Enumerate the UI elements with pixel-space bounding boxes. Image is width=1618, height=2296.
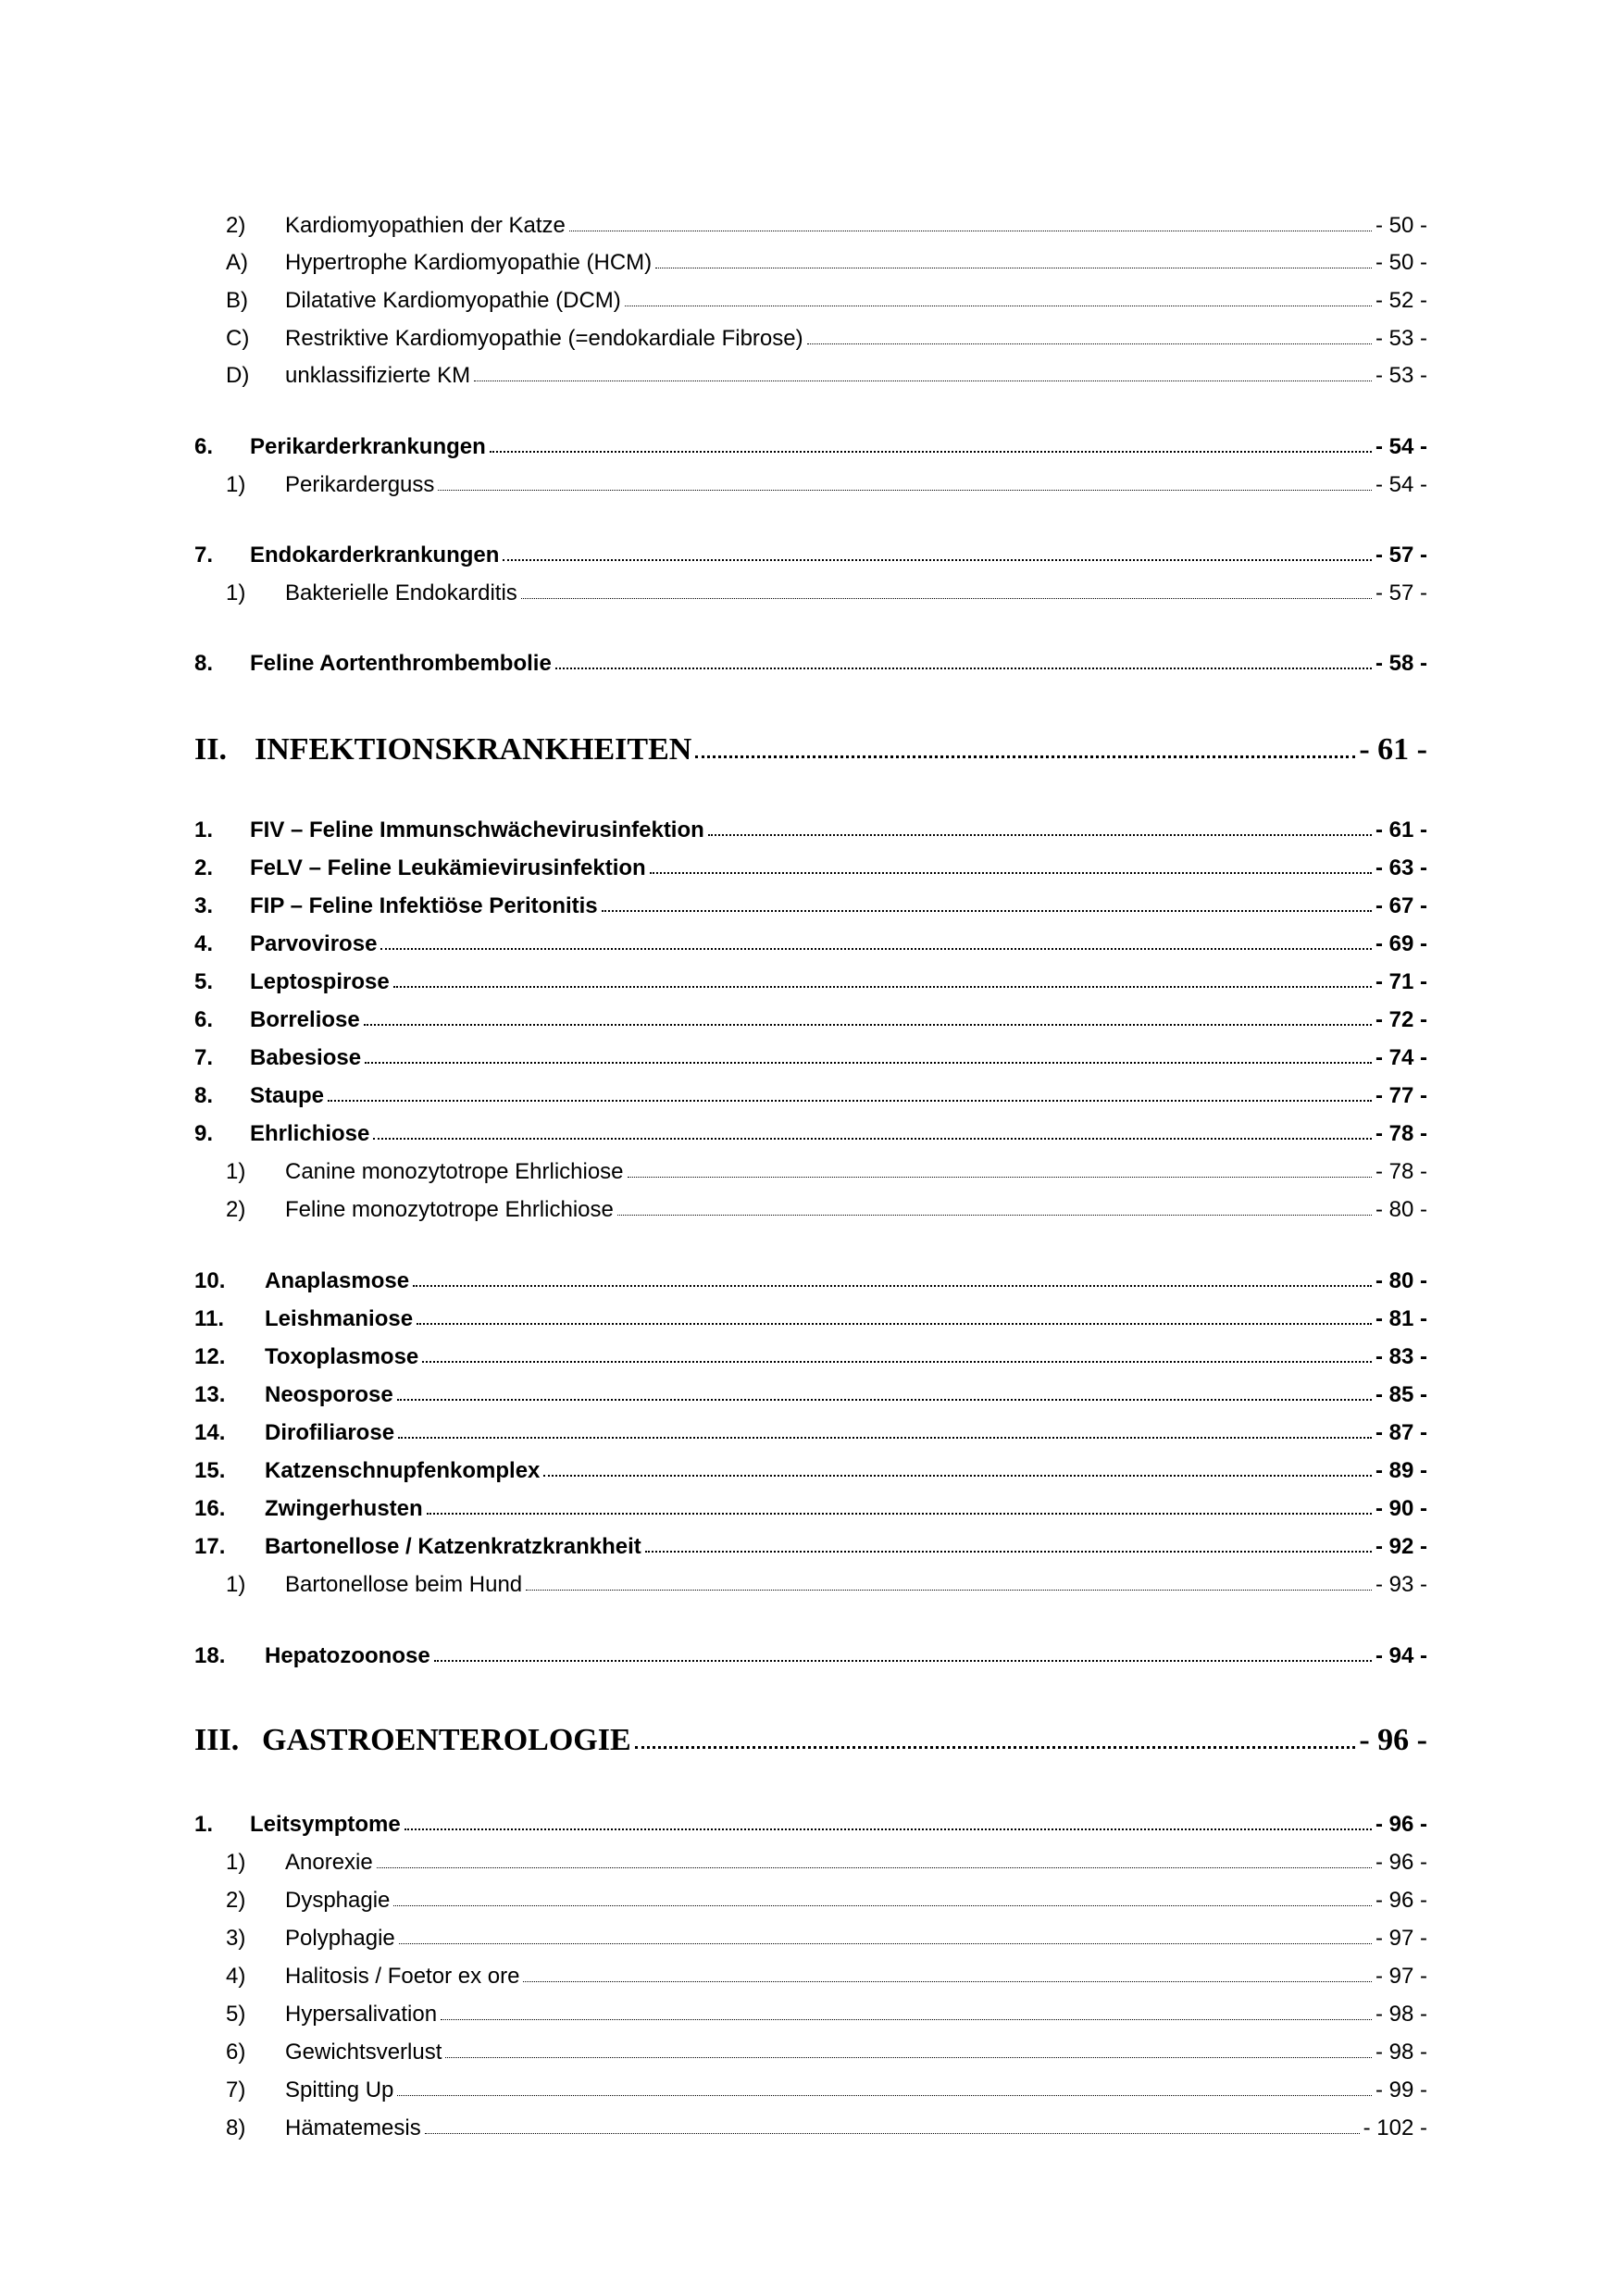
toc-dot-leader [434,1660,1372,1662]
toc-chapter-entry[interactable] [194,719,1427,766]
toc-entry-page-number: - 98 - [1375,2002,1427,2027]
toc-section-entry[interactable] [194,994,1427,1031]
toc-dot-leader [404,1828,1372,1830]
toc-entry-title: FIP – Feline Infektiöse Peritonitis [250,893,598,918]
toc-section-entry[interactable] [194,530,1427,567]
toc-entry-page-number: - 78 - [1375,1159,1427,1184]
toc-entry-page-number: - 53 - [1375,326,1427,351]
toc-entry-number: 1) [226,580,246,605]
toc-entry-page-number: - 61 - [1359,732,1427,767]
toc-entry-page-number: - 102 - [1363,2115,1427,2140]
toc-entry-title: Hypersalivation [285,2002,438,2027]
toc-entry-page-number: - 85 - [1375,1382,1427,1407]
toc-entry-page-number: - 81 - [1375,1306,1427,1331]
toc-subsection-entry[interactable] [194,237,1427,274]
toc-entry-number: 2) [226,213,246,238]
toc-subsection-entry[interactable] [194,275,1427,312]
toc-entry-page-number: - 80 - [1375,1197,1427,1222]
toc-entry-number: 4) [226,1964,246,1989]
toc-entry-title: Zwingerhusten [265,1496,423,1521]
toc-entry-title: Katzenschnupfenkomplex [265,1458,541,1483]
toc-dot-leader [397,1399,1372,1401]
toc-entry-page-number: - 98 - [1375,2040,1427,2065]
toc-dot-leader [650,872,1372,874]
toc-entry-title: Borreliose [250,1007,360,1032]
toc-chapter-entry[interactable] [194,1710,1427,1756]
toc-section-entry[interactable] [194,956,1427,993]
toc-entry-number: 10. [194,1268,226,1293]
toc-entry-page-number: - 96 - [1375,1812,1427,1837]
toc-entry-number: 1) [226,1850,246,1875]
toc-subsection-entry[interactable] [194,1184,1427,1221]
toc-entry-title: Canine monozytotrope Ehrlichiose [285,1159,624,1184]
toc-entry-page-number: - 52 - [1375,288,1427,313]
toc-section-entry[interactable] [194,1331,1427,1368]
toc-entry-title: FIV – Feline Immunschwächevirusinfektion [250,817,704,842]
toc-entry-title: INFEKTIONSKRANKHEITEN [255,732,692,767]
toc-entry-number: 1) [226,1572,246,1597]
toc-entry-number: III. [194,1723,240,1757]
toc-subsection-entry[interactable] [194,2027,1427,2064]
toc-dot-leader [422,1361,1372,1363]
toc-dot-leader [555,668,1372,669]
toc-section-entry[interactable] [194,1630,1427,1667]
toc-entry-number: 2. [194,855,214,880]
toc-section-entry[interactable] [194,842,1427,880]
toc-entry-number: 15. [194,1458,226,1483]
toc-entry-title: Feline Aortenthrombembolie [250,651,552,676]
toc-entry-number: D) [226,363,250,388]
toc-subsection-entry[interactable] [194,200,1427,237]
toc-entry-title: Bartonellose / Katzenkratzkrankheit [265,1534,641,1559]
toc-dot-leader [635,1746,1356,1749]
toc-section-entry[interactable] [194,918,1427,955]
toc-entry-page-number: - 63 - [1375,855,1427,880]
toc-dot-leader [645,1551,1372,1553]
toc-entry-number: 8. [194,1083,214,1108]
toc-entry-page-number: - 77 - [1375,1083,1427,1108]
toc-entry-title: Neosporose [265,1382,393,1407]
toc-dot-leader [526,1590,1372,1591]
toc-entry-page-number: - 54 - [1375,472,1427,497]
toc-dot-leader [523,1981,1372,1982]
toc-entry-number: 9. [194,1121,214,1146]
toc-entry-number: 17. [194,1534,226,1559]
toc-entry-page-number: - 93 - [1375,1572,1427,1597]
toc-entry-number: 7) [226,2078,246,2103]
toc-entry-number: 8) [226,2115,246,2140]
toc-section-entry[interactable] [194,805,1427,842]
toc-entry-title: Dysphagie [285,1888,391,1913]
toc-entry-page-number: - 90 - [1375,1496,1427,1521]
toc-section-entry[interactable] [194,880,1427,917]
toc-subsection-entry[interactable] [194,1559,1427,1596]
toc-entry-page-number: - 96 - [1359,1723,1427,1757]
toc-entry-number: 1. [194,1812,214,1837]
toc-subsection-entry[interactable] [194,1837,1427,1874]
toc-entry-page-number: - 74 - [1375,1045,1427,1070]
toc-entry-page-number: - 61 - [1375,817,1427,842]
toc-subsection-entry[interactable] [194,568,1427,605]
toc-entry-number: 3) [226,1926,246,1951]
toc-entry-title: Dilatative Kardiomyopathie (DCM) [285,288,621,313]
toc-entry-number: II. [194,732,227,767]
toc-subsection-entry[interactable] [194,1146,1427,1183]
toc-subsection-entry[interactable] [194,2065,1427,2102]
toc-dot-leader [490,451,1372,453]
toc-entry-page-number: - 50 - [1375,250,1427,275]
toc-entry-title: Polyphagie [285,1926,395,1951]
toc-entry-title: Perikarderguss [285,472,435,497]
toc-entry-page-number: - 53 - [1375,363,1427,388]
toc-entry-title: Parvovirose [250,931,378,956]
toc-entry-page-number: - 69 - [1375,931,1427,956]
toc-entry-title: Toxoplasmose [265,1344,419,1369]
toc-entry-number: 11. [194,1306,225,1331]
toc-entry-page-number: - 58 - [1375,651,1427,676]
toc-dot-leader [377,1867,1372,1868]
toc-entry-number: 6. [194,434,214,459]
toc-dot-leader [602,910,1372,912]
toc-subsection-entry[interactable] [194,1951,1427,1988]
toc-entry-number: 4. [194,931,214,956]
toc-entry-number: C) [226,326,250,351]
toc-entry-title: Perikarderkrankungen [250,434,486,459]
toc-dot-leader [521,598,1372,599]
toc-entry-number: 14. [194,1420,226,1445]
toc-entry-number: 7. [194,543,214,568]
toc-dot-leader [373,1138,1372,1140]
toc-entry-title: Bakterielle Endokarditis [285,580,517,605]
toc-entry-page-number: - 89 - [1375,1458,1427,1483]
toc-dot-leader [393,1905,1372,1906]
toc-section-entry[interactable] [194,1070,1427,1107]
toc-entry-title: Leishmaniose [265,1306,414,1331]
toc-dot-leader [380,948,1372,950]
toc-subsection-entry[interactable] [194,313,1427,350]
toc-dot-leader [807,343,1372,344]
toc-entry-title: Gewichtsverlust [285,2040,442,2065]
toc-entry-title: Ehrlichiose [250,1121,370,1146]
toc-entry-number: 12. [194,1344,226,1369]
toc-entry-page-number: - 96 - [1375,1850,1427,1875]
toc-entry-number: 13. [194,1382,226,1407]
toc-entry-number: 8. [194,651,214,676]
toc-dot-leader [413,1285,1372,1287]
toc-entry-page-number: - 96 - [1375,1888,1427,1913]
toc-entry-title: Dirofiliarose [265,1420,395,1445]
toc-section-entry[interactable] [194,1369,1427,1406]
toc-subsection-entry[interactable] [194,1989,1427,2026]
toc-entry-page-number: - 97 - [1375,1964,1427,1989]
toc-section-entry[interactable] [194,1799,1427,1836]
toc-section-entry[interactable] [194,1521,1427,1558]
toc-entry-page-number: - 57 - [1375,580,1427,605]
toc-section-entry[interactable] [194,1407,1427,1444]
toc-section-entry[interactable] [194,421,1427,458]
toc-entry-title: GASTROENTEROLOGIE [262,1723,631,1757]
toc-dot-leader [445,2057,1372,2058]
toc-entry-title: Hämatemesis [285,2115,421,2140]
toc-entry-title: Halitosis / Foetor ex ore [285,1964,520,1989]
toc-dot-leader [695,755,1355,758]
toc-section-entry[interactable] [194,1255,1427,1292]
toc-entry-title: Leitsymptome [250,1812,401,1837]
toc-entry-title: Spitting Up [285,2078,394,2103]
toc-entry-title: Hypertrophe Kardiomyopathie (HCM) [285,250,653,275]
toc-entry-title: Hepatozoonose [265,1643,430,1668]
toc-dot-leader [503,559,1372,561]
toc-subsection-entry[interactable] [194,1875,1427,1912]
toc-dot-leader [364,1024,1372,1026]
toc-entry-number: 5) [226,2002,246,2027]
toc-entry-title: Kardiomyopathien der Katze [285,213,566,238]
toc-entry-number: 1) [226,1159,246,1184]
toc-entry-title: FeLV – Feline Leukämievirusinfektion [250,855,646,880]
toc-entry-page-number: - 57 - [1375,543,1427,568]
toc-entry-number: 7. [194,1045,214,1070]
toc-entry-number: 6. [194,1007,214,1032]
toc-entry-title: Babesiose [250,1045,362,1070]
toc-entry-page-number: - 87 - [1375,1420,1427,1445]
toc-dot-leader [397,2095,1372,2096]
toc-dot-leader [438,490,1372,491]
toc-entry-page-number: - 92 - [1375,1534,1427,1559]
toc-dot-leader [427,1513,1372,1515]
toc-dot-leader [417,1323,1372,1325]
toc-dot-leader [425,2133,1360,2134]
toc-entry-title: Anaplasmose [265,1268,410,1293]
toc-entry-number: 2) [226,1888,246,1913]
toc-entry-title: Bartonellose beim Hund [285,1572,523,1597]
toc-entry-page-number: - 78 - [1375,1121,1427,1146]
toc-section-entry[interactable] [194,1445,1427,1482]
toc-entry-page-number: - 67 - [1375,893,1427,918]
toc-subsection-entry[interactable] [194,1913,1427,1950]
toc-dot-leader [365,1062,1372,1064]
toc-entry-title: Staupe [250,1083,325,1108]
toc-entry-number: 1. [194,817,214,842]
toc-entry-page-number: - 97 - [1375,1926,1427,1951]
toc-entry-number: 5. [194,969,214,994]
toc-subsection-entry[interactable] [194,2103,1427,2140]
toc-dot-leader [399,1943,1372,1944]
toc-entry-number: 6) [226,2040,246,2065]
toc-subsection-entry[interactable] [194,350,1427,387]
toc-entry-number: A) [226,250,248,275]
toc-entry-title: Feline monozytotrope Ehrlichiose [285,1197,614,1222]
toc-dot-leader [441,2019,1372,2020]
toc-entry-title: Leptospirose [250,969,390,994]
toc-dot-leader [708,834,1372,836]
toc-entry-number: 18. [194,1643,226,1668]
toc-entry-page-number: - 99 - [1375,2078,1427,2103]
toc-entry-number: 1) [226,472,246,497]
toc-entry-title: unklassifizierte KM [285,363,471,388]
toc-dot-leader [398,1437,1372,1439]
toc-entry-page-number: - 71 - [1375,969,1427,994]
toc-dot-leader [328,1100,1372,1102]
toc-entry-number: 3. [194,893,214,918]
toc-entry-page-number: - 54 - [1375,434,1427,459]
toc-entry-page-number: - 72 - [1375,1007,1427,1032]
toc-entry-title: Anorexie [285,1850,373,1875]
toc-dot-leader [393,986,1372,988]
toc-section-entry[interactable] [194,1293,1427,1330]
toc-section-entry[interactable] [194,1032,1427,1069]
toc-entry-number: 16. [194,1496,226,1521]
toc-entry-page-number: - 83 - [1375,1344,1427,1369]
toc-section-entry[interactable] [194,1108,1427,1145]
toc-entry-page-number: - 94 - [1375,1643,1427,1668]
toc-entry-page-number: - 50 - [1375,213,1427,238]
toc-dot-leader [628,1177,1372,1178]
toc-entry-number: B) [226,288,248,313]
toc-dot-leader [617,1215,1372,1216]
toc-subsection-entry[interactable] [194,459,1427,496]
toc-entry-title: Endokarderkrankungen [250,543,500,568]
toc-section-entry[interactable] [194,638,1427,675]
toc-dot-leader [543,1475,1372,1477]
toc-entry-title: Restriktive Kardiomyopathie (=endokardiale Fibrose) [285,326,803,351]
toc-entry-page-number: - 80 - [1375,1268,1427,1293]
toc-entry-number: 2) [226,1197,246,1222]
toc-section-entry[interactable] [194,1483,1427,1520]
